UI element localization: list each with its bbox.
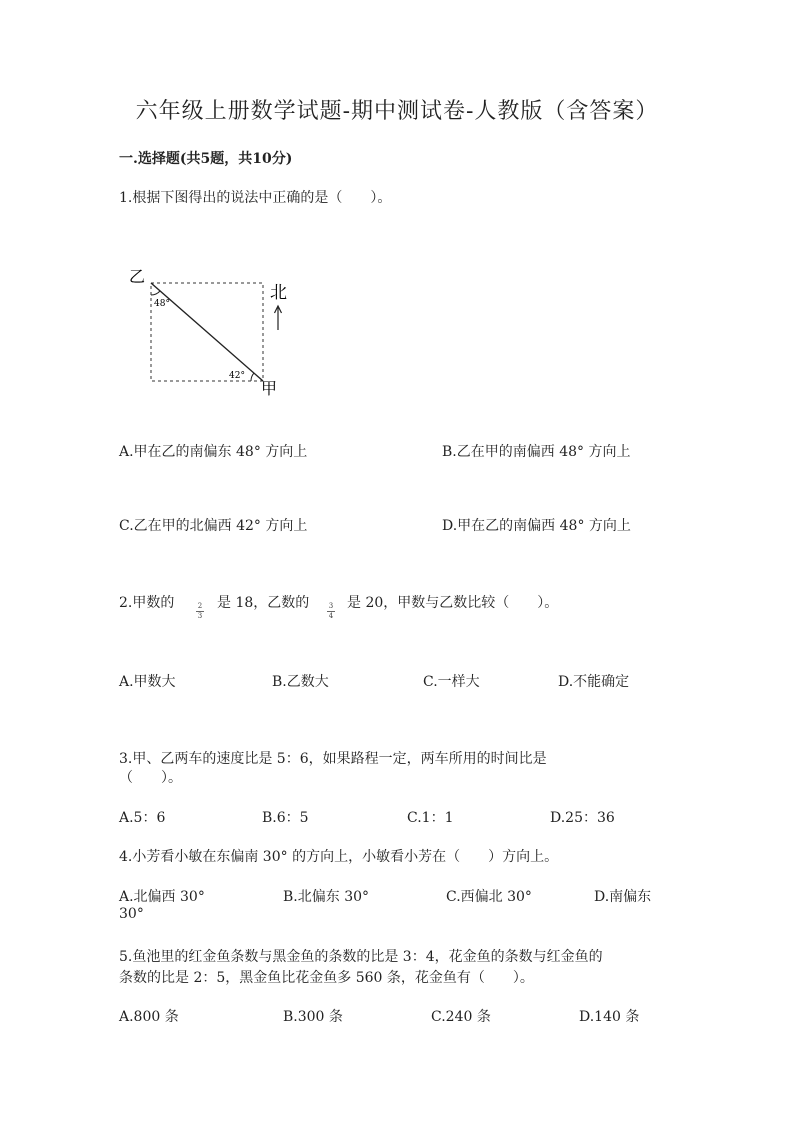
question-1-option-b[interactable]: B.乙在甲的南偏西 48° 方向上 — [442, 444, 631, 460]
question-2-stem-part-b: 是 18，乙数的 — [217, 595, 310, 611]
question-3-stem-line-2: （ ）。 — [119, 770, 182, 786]
angle-label-bottom: 42° — [229, 371, 245, 381]
label-jia: 甲 — [261, 379, 278, 398]
angle-label-top: 48° — [154, 299, 170, 309]
question-5-option-c[interactable]: C.240 条 — [431, 1009, 491, 1025]
question-4-option-d-wrap: 30° — [119, 906, 144, 922]
question-2-option-d[interactable]: D.不能确定 — [558, 674, 630, 690]
fraction-denominator: 4 — [328, 612, 334, 620]
angle-arc-bottom — [251, 373, 254, 381]
question-4-stem: 4.小芳看小敏在东偏南 30° 的方向上，小敏看小芳在（ ）方向上。 — [119, 849, 559, 865]
label-yi: 乙 — [129, 267, 146, 286]
question-2-stem-part-a: 2.甲数的 — [119, 595, 175, 611]
label-north: 北 — [270, 283, 287, 303]
section-heading: 一.选择题(共5题，共10分) — [119, 151, 293, 167]
question-4-option-b[interactable]: B.北偏东 30° — [283, 889, 370, 905]
fraction-two-thirds — [196, 603, 204, 620]
fraction-numerator: 3 — [328, 602, 334, 610]
question-1-option-a[interactable]: A.甲在乙的南偏东 48° 方向上 — [119, 444, 308, 460]
question-5-option-d[interactable]: D.140 条 — [579, 1009, 640, 1025]
question-3-option-d[interactable]: D.25：36 — [550, 810, 615, 826]
question-4-option-c[interactable]: C.西偏北 30° — [446, 889, 532, 905]
question-3-option-b[interactable]: B.6：5 — [262, 810, 309, 826]
question-2-option-b[interactable]: B.乙数大 — [272, 674, 329, 690]
page-title: 六年级上册数学试题-期中测试卷-人教版（含答案） — [135, 99, 659, 124]
question-1-option-d[interactable]: D.甲在乙的南偏西 48° 方向上 — [442, 518, 631, 534]
question-4-option-d[interactable]: D.南偏东 — [594, 889, 652, 905]
question-5-stem-line-2: 条数的比是 2：5，黑金鱼比花金鱼多 560 条，花金鱼有（ ）。 — [119, 970, 534, 986]
question-5-option-b[interactable]: B.300 条 — [283, 1009, 343, 1025]
question-3-option-c[interactable]: C.1：1 — [407, 810, 454, 826]
question-2-option-c[interactable]: C.一样大 — [423, 674, 480, 690]
angle-arc-top — [151, 291, 160, 295]
question-3-option-a[interactable]: A.5：6 — [119, 810, 166, 826]
question-2-option-a[interactable]: A.甲数大 — [119, 674, 176, 690]
question-5-stem-line-1: 5.鱼池里的红金鱼条数与黑金鱼的条数的比是 3：4，花金鱼的条数与红金鱼的 — [119, 949, 603, 965]
question-3-stem-line-1: 3.甲、乙两车的速度比是 5：6，如果路程一定，两车所用的时间比是 — [119, 751, 547, 767]
connecting-line — [151, 283, 263, 381]
fraction-denominator: 3 — [197, 612, 203, 620]
fraction-numerator: 2 — [197, 602, 203, 610]
question-4-option-a[interactable]: A.北偏西 30° — [119, 889, 205, 905]
question-2-stem-part-c: 是 20，甲数与乙数比较（ ）。 — [347, 595, 559, 611]
question-1-option-c[interactable]: C.乙在甲的北偏西 42° 方向上 — [119, 518, 308, 534]
question-1-stem: 1.根据下图得出的说法中正确的是（ ）。 — [119, 190, 392, 206]
question-5-option-a[interactable]: A.800 条 — [119, 1009, 179, 1025]
direction-diagram — [125, 262, 305, 402]
fraction-three-quarters — [327, 603, 335, 620]
